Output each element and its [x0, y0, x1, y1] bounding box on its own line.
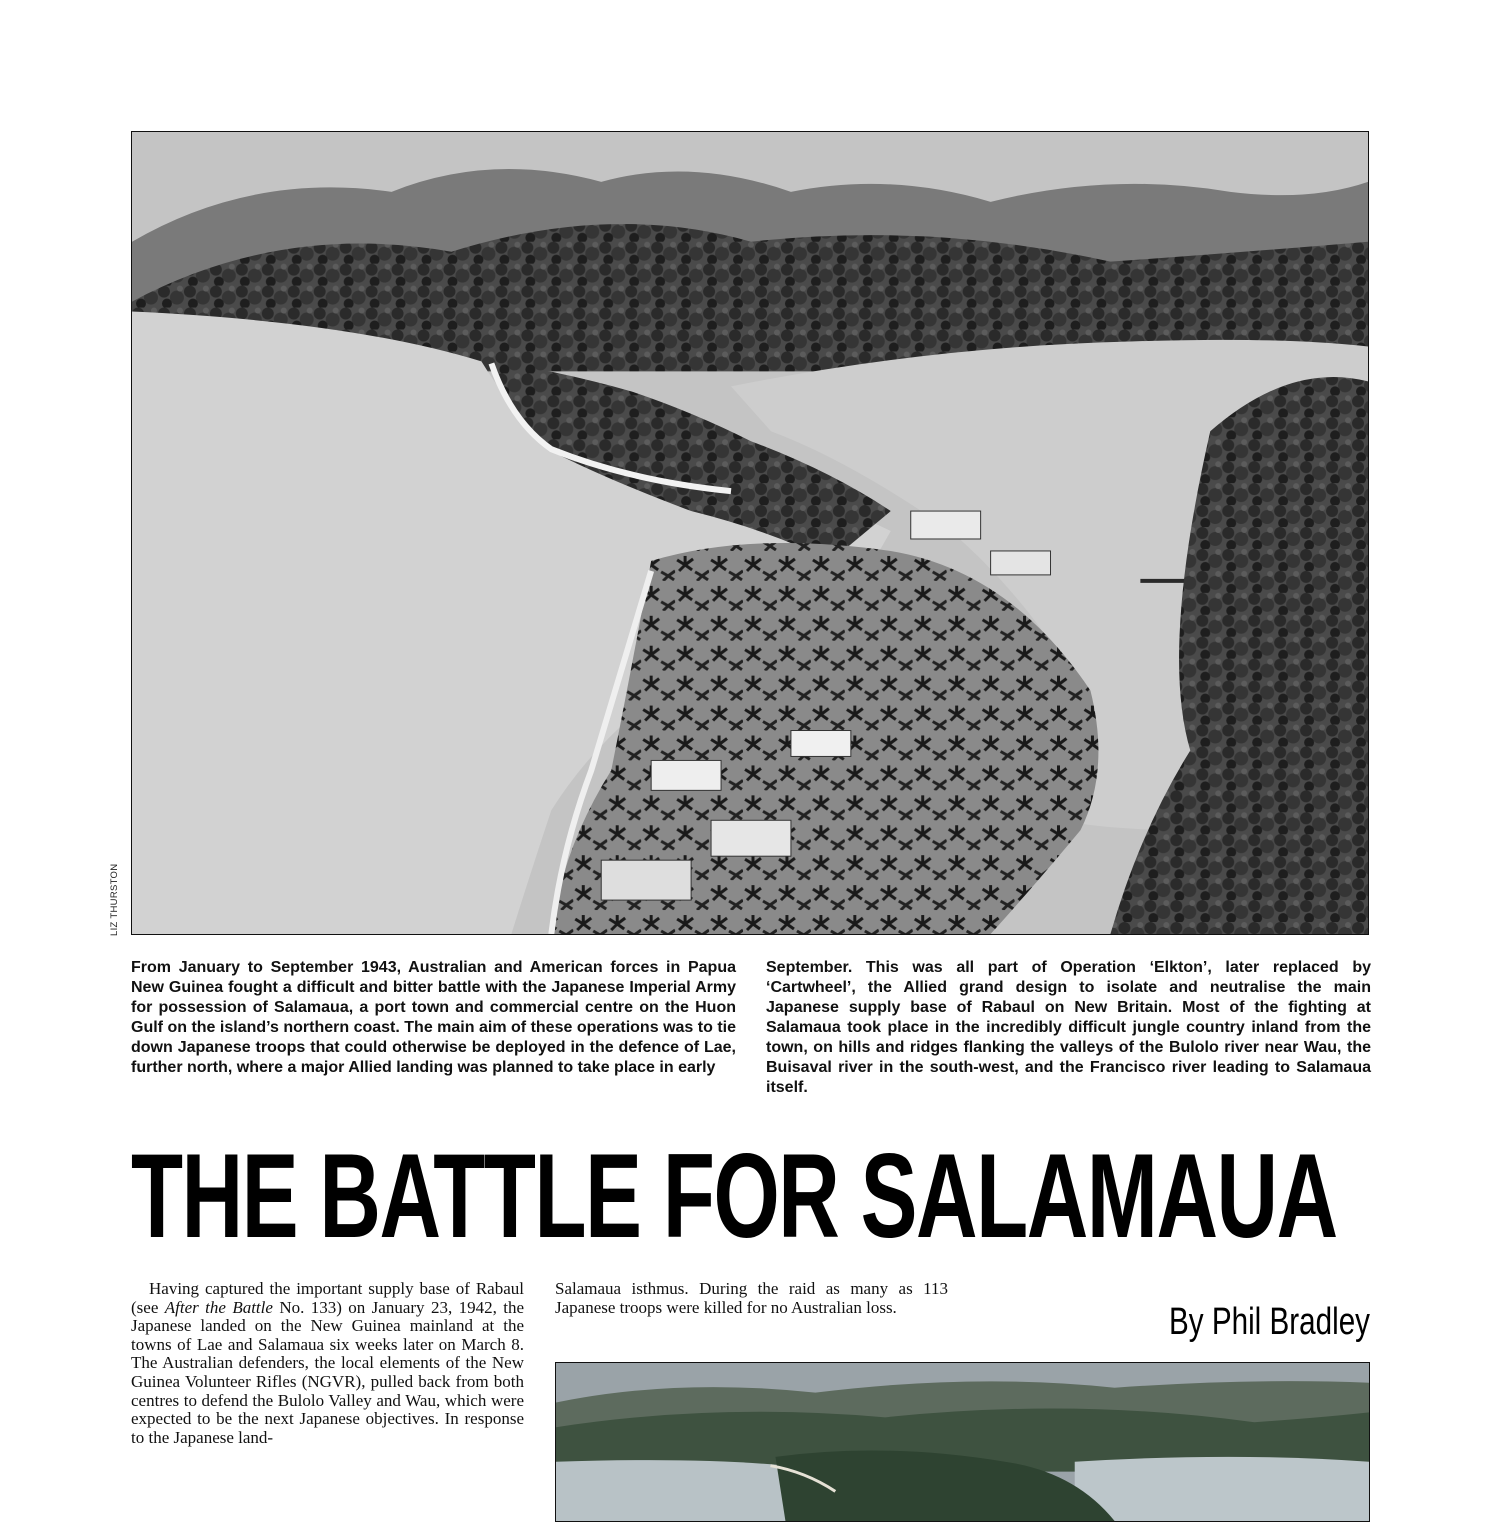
byline: By Phil Bradley — [1169, 1301, 1370, 1343]
magazine-title: After the Battle — [164, 1297, 273, 1317]
body-column-1 — [131, 1280, 524, 1447]
intro-text-right: September. This was all part of Operation ‘Elkton’, later replaced by ‘Cartwheel’, the Allied grand design to isolate and neutralise the main Japanese supply base of Rabaul on New Britain. Most of the fighting at Salamaua took place in the incredibly difficult jungle country inland from the town, on hills and ridges flanking the valleys of the Bulolo river near Wau, the Buisaval river in the south-west, and the Francisco river leading to Salamaua itself. — [766, 959, 1371, 1096]
salamaua-isthmus-aerial-photo — [132, 132, 1368, 934]
body-text: Having captured the important supply base of Rabaul (see — [131, 1279, 524, 1317]
body-text: No. 133) on January 23, 1942, the Japanese landed on the New Guinea mainland at the towns of Lae and Salamaua six weeks later on March 8. The Australian defenders, the local elements of the New Guinea Volunteer Rifles (NGVR), pulled back from both centres to defend the Bulolo Valley and Wau, which were expected to be the next Japanese objectives. In response to the Japanese land- — [131, 1297, 525, 1447]
body-column-2: Salamaua isthmus. During the raid as many as 113 Japanese troops were killed for no Australian loss. — [555, 1279, 948, 1317]
salamaua-modern-photo — [556, 1363, 1369, 1521]
secondary-photo — [555, 1362, 1370, 1522]
intro-text-left: From January to September 1943, Australian and American forces in Papua New Guinea fought a difficult and bitter battle with the Japanese Imperial Army for possession of Salamaua, a port town and commercial centre on the Huon Gulf on the island’s northern coast. The main aim of these operations was to tie down Japanese troops that could otherwise be deployed in the defence of Lae, further north, where a major Allied landing was planned to take place in early — [131, 959, 736, 1076]
photo-credit: LIZ THURSTON — [109, 863, 120, 936]
headline: THE BATTLE FOR SALAMAUA — [131, 1129, 1337, 1263]
main-photo — [131, 131, 1369, 935]
